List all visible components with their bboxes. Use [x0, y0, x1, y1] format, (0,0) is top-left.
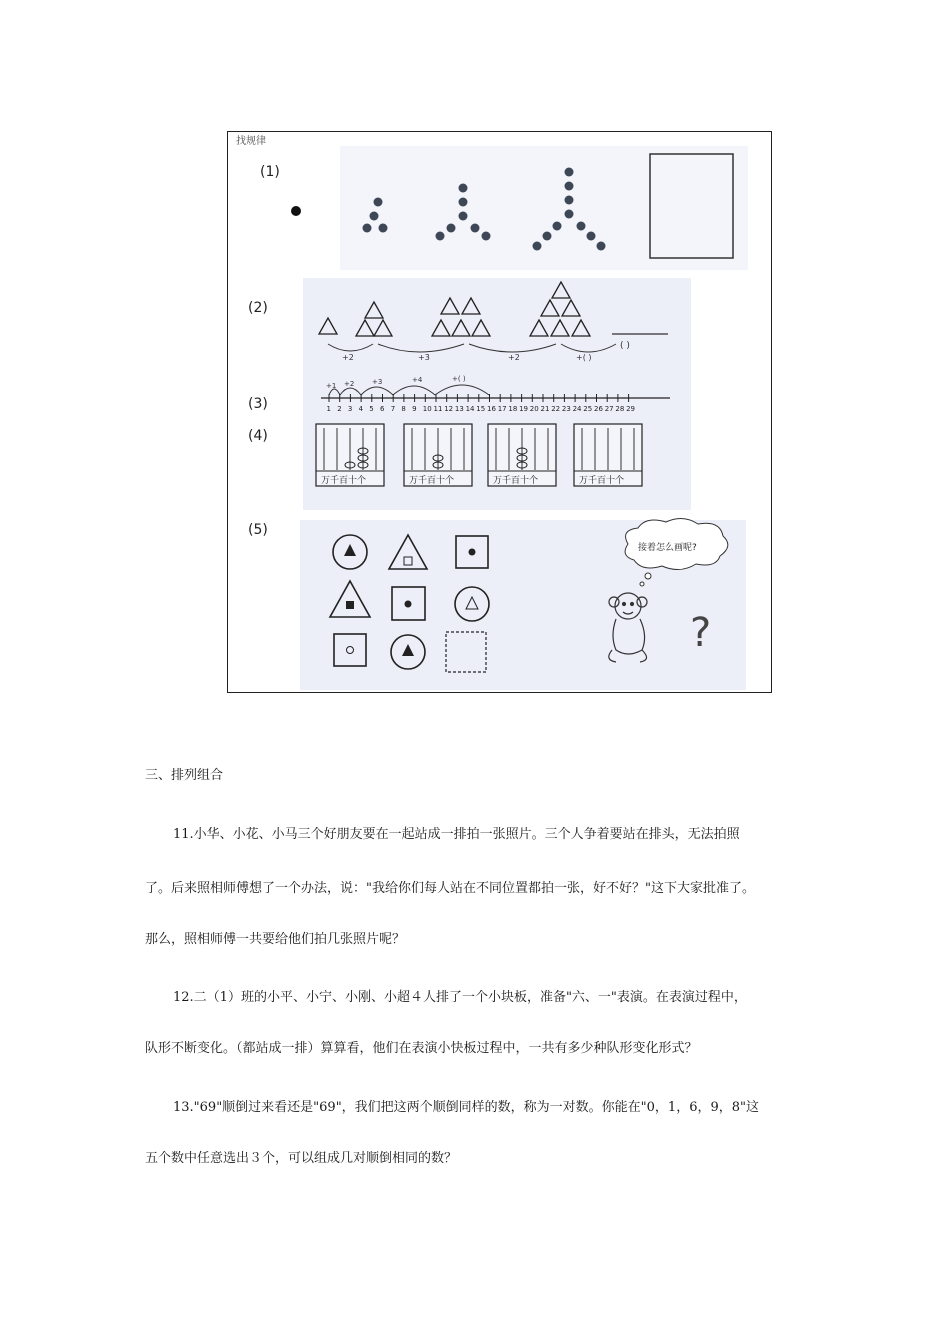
number-line-label: 16 [487, 405, 496, 413]
seq3-step-5: +( ) [452, 375, 466, 383]
number-line-label: 8 [401, 405, 406, 413]
abacus-2 [404, 424, 472, 486]
number-line-label: 3 [347, 405, 353, 413]
seq2-paren: ( ) [620, 341, 630, 351]
section-title: 三、排列组合 [145, 768, 224, 783]
puzzle-figure [227, 131, 772, 693]
abacus-label: 万千百十个 [579, 476, 625, 486]
problem-11-line-3: 那么，照相师傅一共要给他们拍几张照片呢？ [145, 932, 406, 947]
seq2-step-3: +2 [508, 353, 520, 362]
number-line-label: 12 [444, 405, 454, 413]
number-line-label: 20 [529, 405, 539, 413]
number-line-label: 27 [604, 405, 614, 413]
problem-12-line-1: 12.二（1）班的小平、小宁、小刚、小超４人排了一个小块板，准备"六、一"表演。在表演过程中， [173, 990, 747, 1005]
seq2-step-1: +2 [342, 353, 354, 362]
problem-11-line-1: 11.小华、小花、小马三个好朋友要在一起站成一排拍一张照片。三个人争着要站在排头，无法拍照 [173, 827, 740, 842]
number-line-label: 17 [497, 405, 507, 413]
number-line-label: 7 [390, 405, 396, 413]
number-line-label: 24 [572, 405, 582, 413]
number-line-label: 2 [337, 405, 342, 413]
problem-12-line-2: 队形不断变化。（都站成一排）算算看，他们在表演小快板过程中，一共有多少种队形变化形式？ [145, 1041, 698, 1056]
number-line-label: 13 [454, 405, 464, 413]
label-2: (2) [248, 300, 268, 316]
number-line-label: 21 [540, 405, 550, 413]
number-line-label: 4 [358, 405, 364, 413]
problem-13-line-1: 13."69"顺倒过来看还是"69"，我们把这两个顺倒同样的数，称为一对数。你能在"0，1，6，9，8"这 [173, 1100, 759, 1115]
number-line-label: 23 [561, 405, 571, 413]
question-mark: ? [690, 610, 712, 656]
number-line-label: 25 [583, 405, 593, 413]
label-3: (3) [248, 396, 268, 412]
number-line-label: 9 [412, 405, 417, 413]
abacus-3 [488, 424, 556, 486]
abacus-label: 万千百十个 [493, 476, 539, 486]
number-line-label: 19 [519, 405, 529, 413]
seq2-step-4: +( ) [576, 353, 592, 362]
number-line-label: 6 [380, 405, 385, 413]
abacus-label: 万千百十个 [409, 476, 455, 486]
label-4: (4) [248, 428, 268, 444]
figure-header-fragment: 找规律 [236, 136, 266, 147]
seq3-step-2: +2 [344, 380, 355, 388]
number-line-label: 10 [422, 405, 432, 413]
number-line-label: 22 [551, 405, 561, 413]
thought-bubble-text: 接着怎么画呢? [638, 543, 697, 553]
number-line-label: 28 [615, 405, 625, 413]
label-5: (5) [248, 522, 268, 538]
number-line-label: 14 [465, 405, 475, 413]
number-line-label: 11 [433, 405, 443, 413]
seq3-step-4: +4 [412, 376, 423, 384]
number-line-label: 15 [476, 405, 486, 413]
problem-11-line-2: 了。后来照相师傅想了一个办法，说："我给你们每人站在不同位置都拍一张，好不好？"这下大家批准了。 [145, 881, 755, 896]
seq3-step-3: +3 [372, 378, 383, 386]
abacus-label: 万千百十个 [321, 476, 367, 486]
number-line-label: 5 [369, 405, 374, 413]
number-line-label: 26 [594, 405, 603, 413]
abacus-1 [316, 424, 384, 486]
seq2-step-2: +3 [418, 353, 430, 362]
problem-13-line-2: 五个数中任意选出３个，可以组成几对顺倒相同的数？ [145, 1151, 458, 1166]
number-line-label: 1 [326, 405, 331, 413]
label-1: (1) [260, 164, 280, 180]
abacus-4 [574, 424, 642, 486]
seq3-step-1: +1 [326, 382, 337, 390]
number-line-label: 29 [626, 405, 636, 413]
number-line-label: 18 [508, 405, 518, 413]
